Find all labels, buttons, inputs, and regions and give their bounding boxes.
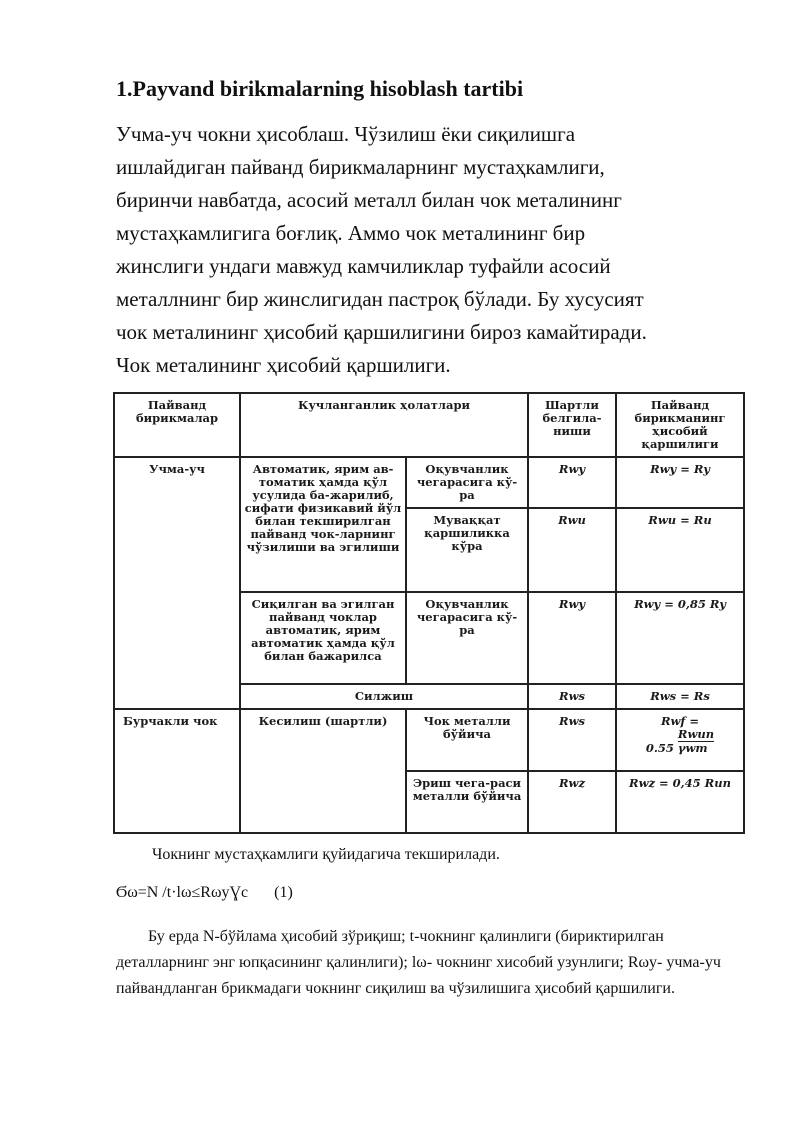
formula-number: (1) bbox=[274, 884, 293, 901]
row-fillet-weld: Бурчакли чок bbox=[114, 709, 240, 833]
yield-criterion-2: Оқувчанлик чегарасига кў-ра bbox=[406, 592, 528, 684]
row-butt-joint: Учма-уч bbox=[114, 457, 240, 709]
rwf-denominator: γwm bbox=[677, 741, 708, 755]
intro-line: мустаҳкамлигига боғлиқ. Аммо чок металининг бир bbox=[116, 221, 586, 245]
symbol-rwu: Rwu bbox=[528, 508, 616, 592]
compression-condition: Сиқилган ва эгилган пайванд чоклар автоматик, ярим автоматик ҳамда қўл билан бажарилса bbox=[240, 592, 406, 684]
header-resistance: Пайванд бирикманинг ҳисобий қаршилиги bbox=[616, 393, 744, 457]
formula-rwf bbox=[616, 709, 744, 771]
fusion-criterion: Эриш чега-раси металли бўйича bbox=[406, 771, 528, 833]
section-heading: 1.Payvand birikmalarning hisoblash tartibi bbox=[116, 76, 524, 101]
formula-rwu: Rwu = Ru bbox=[616, 508, 744, 592]
symbol-rwy: Rwy bbox=[528, 457, 616, 508]
formula-notes: Бу ерда N-бўйлама ҳисобий зўриқиш; t-чокнинг қалинлиги (бириктирилган деталларнинг энг юпқасининг қалинлиги); lω- чокнинг хисобий узунлиги; Rωy- учма-уч пайвандланган брикмадаги чокнинг сиқилиш ва чўзилишига ҳисобий қаршилиги. bbox=[116, 928, 721, 997]
intro-line: биринчи навбатда, асосий металл билан чок металининг bbox=[116, 188, 622, 212]
formula-rwy-085: Rwy = 0,85 Ry bbox=[616, 592, 744, 684]
intro-line: ишлайдиган пайванд бирикмаларнинг мустаҳкамлиги, bbox=[116, 155, 605, 179]
formula-rwy: Rwy = Ry bbox=[616, 457, 744, 508]
symbol-rws: Rws bbox=[528, 684, 616, 709]
yield-criterion: Оқувчанлик чегарасига кў-ра bbox=[406, 457, 528, 508]
butt-auto-condition: Автоматик, ярим ав-томатик ҳамда қўл усулида ба-жарилиб, сифати физикавий йўл билан текширилган пайванд чок-ларнинг чўзилиши ва эгилиши bbox=[240, 457, 406, 592]
rwf-top: Rwf = bbox=[660, 714, 700, 728]
shear-label: Силжиш bbox=[240, 684, 528, 709]
temporary-criterion: Муваққат қаршиликка кўра bbox=[406, 508, 528, 592]
rwf-numerator: Rwun bbox=[677, 727, 715, 741]
intro-line: жинслиги ундаги мавжуд камчиликлар туфайли асосий bbox=[116, 254, 611, 278]
fillet-condition: Кесилиш (шартли) bbox=[240, 709, 406, 833]
symbol-rws-2: Rws bbox=[528, 709, 616, 771]
resistance-table bbox=[113, 392, 745, 834]
rwf-coef: 0.55 bbox=[645, 741, 674, 755]
intro-line: чок металининг ҳисобий қаршилигини бироз камайтиради. bbox=[116, 320, 647, 344]
intro-line: металлнинг бир жинслигидан пастроқ бўлади. Бу хусусият bbox=[116, 287, 644, 311]
header-joints: Пайванд бирикмалар bbox=[114, 393, 240, 457]
header-stress-states: Кучланганлик ҳолатлари bbox=[240, 393, 528, 457]
rwf-fraction bbox=[678, 728, 714, 755]
intro-line: Учма-уч чокни ҳисоблаш. Чўзилиш ёки сиқилишга bbox=[116, 122, 576, 146]
resistance-table-image bbox=[113, 392, 743, 827]
intro-line: Чок металининг ҳисобий қаршилиги. bbox=[116, 353, 451, 377]
formula-rws: Rws = Rs bbox=[616, 684, 744, 709]
check-caption: Чокнинг мустаҳкамлиги қуйидагича текширилади. bbox=[152, 846, 500, 863]
weld-metal-criterion: Чок металли бўйича bbox=[406, 709, 528, 771]
stress-formula bbox=[116, 884, 293, 902]
formula-expression: Ϭω=N /t·lω≤RωyƔc bbox=[116, 884, 249, 901]
formula-rwz: Rwz = 0,45 Run bbox=[616, 771, 744, 833]
symbol-rwz: Rwz bbox=[528, 771, 616, 833]
intro-paragraph bbox=[116, 118, 756, 382]
symbol-rwy-2: Rwy bbox=[528, 592, 616, 684]
header-symbol: Шартли белгила-ниши bbox=[528, 393, 616, 457]
